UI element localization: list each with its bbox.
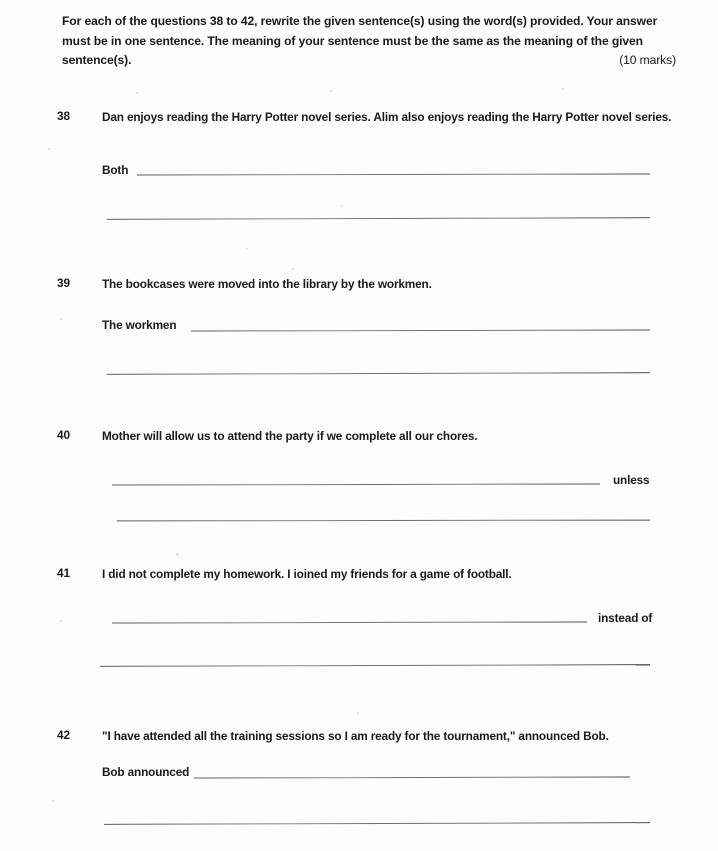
question-text: "I have attended all the training sessions so I am ready for the tournament," announced Bob.	[102, 729, 609, 743]
instruction-paragraph	[62, 12, 676, 71]
answer-line[interactable]	[107, 372, 650, 375]
question-text: Mother will allow us to attend the party if we complete all our chores.	[102, 429, 478, 443]
answer-line[interactable]	[112, 622, 587, 624]
answer-line[interactable]	[194, 777, 630, 779]
answer-line[interactable]	[107, 217, 650, 220]
answer-line[interactable]	[100, 664, 650, 667]
scan-speck	[357, 712, 359, 714]
scan-speck	[136, 92, 139, 94]
question-text: The bookcases were moved into the library by the workmen.	[102, 277, 432, 291]
question-text: I did not complete my homework. I ioined my friends for a game of football.	[102, 567, 512, 581]
prompt-word: Bob announced	[102, 765, 190, 779]
instruction-text-part2: sentence. The meaning of your sentence must be the same as the meaning of the given sentence(s).	[62, 33, 643, 67]
question-number: 38	[57, 109, 70, 123]
scan-speck	[60, 620, 62, 622]
prompt-word: unless	[613, 473, 650, 487]
instruction-text-part1: For each of the questions 38 to 42, rewrite the given sentence(s) using the word(s) provided. Your answer must be in	[62, 14, 658, 48]
scan-speck	[562, 88, 564, 90]
answer-line[interactable]	[117, 520, 650, 522]
question-text: Dan enjoys reading the Harry Potter novel series. Alim also enjoys reading the Harry Potter novel series.	[102, 110, 672, 124]
marks-allocation: (10 marks)	[619, 53, 676, 67]
question-number: 40	[57, 428, 70, 442]
scan-speck	[48, 148, 50, 150]
prompt-word: The workmen	[102, 318, 177, 332]
scan-speck	[52, 800, 54, 802]
instruction-emphasis-one: one	[124, 33, 146, 48]
scan-speck	[60, 318, 62, 320]
question-number: 41	[57, 566, 70, 580]
question-number: 39	[57, 276, 70, 290]
question-number: 42	[57, 728, 70, 742]
scan-speck	[246, 248, 248, 250]
scan-speck	[176, 553, 179, 556]
prompt-word: Both	[102, 163, 129, 177]
answer-line[interactable]	[104, 822, 650, 825]
scan-speck	[340, 205, 342, 207]
answer-line[interactable]	[191, 330, 650, 332]
scan-speck	[330, 90, 332, 92]
answer-line[interactable]	[137, 173, 650, 175]
answer-line[interactable]	[112, 483, 600, 485]
scan-speck	[292, 268, 294, 270]
prompt-word: instead of	[598, 611, 653, 625]
